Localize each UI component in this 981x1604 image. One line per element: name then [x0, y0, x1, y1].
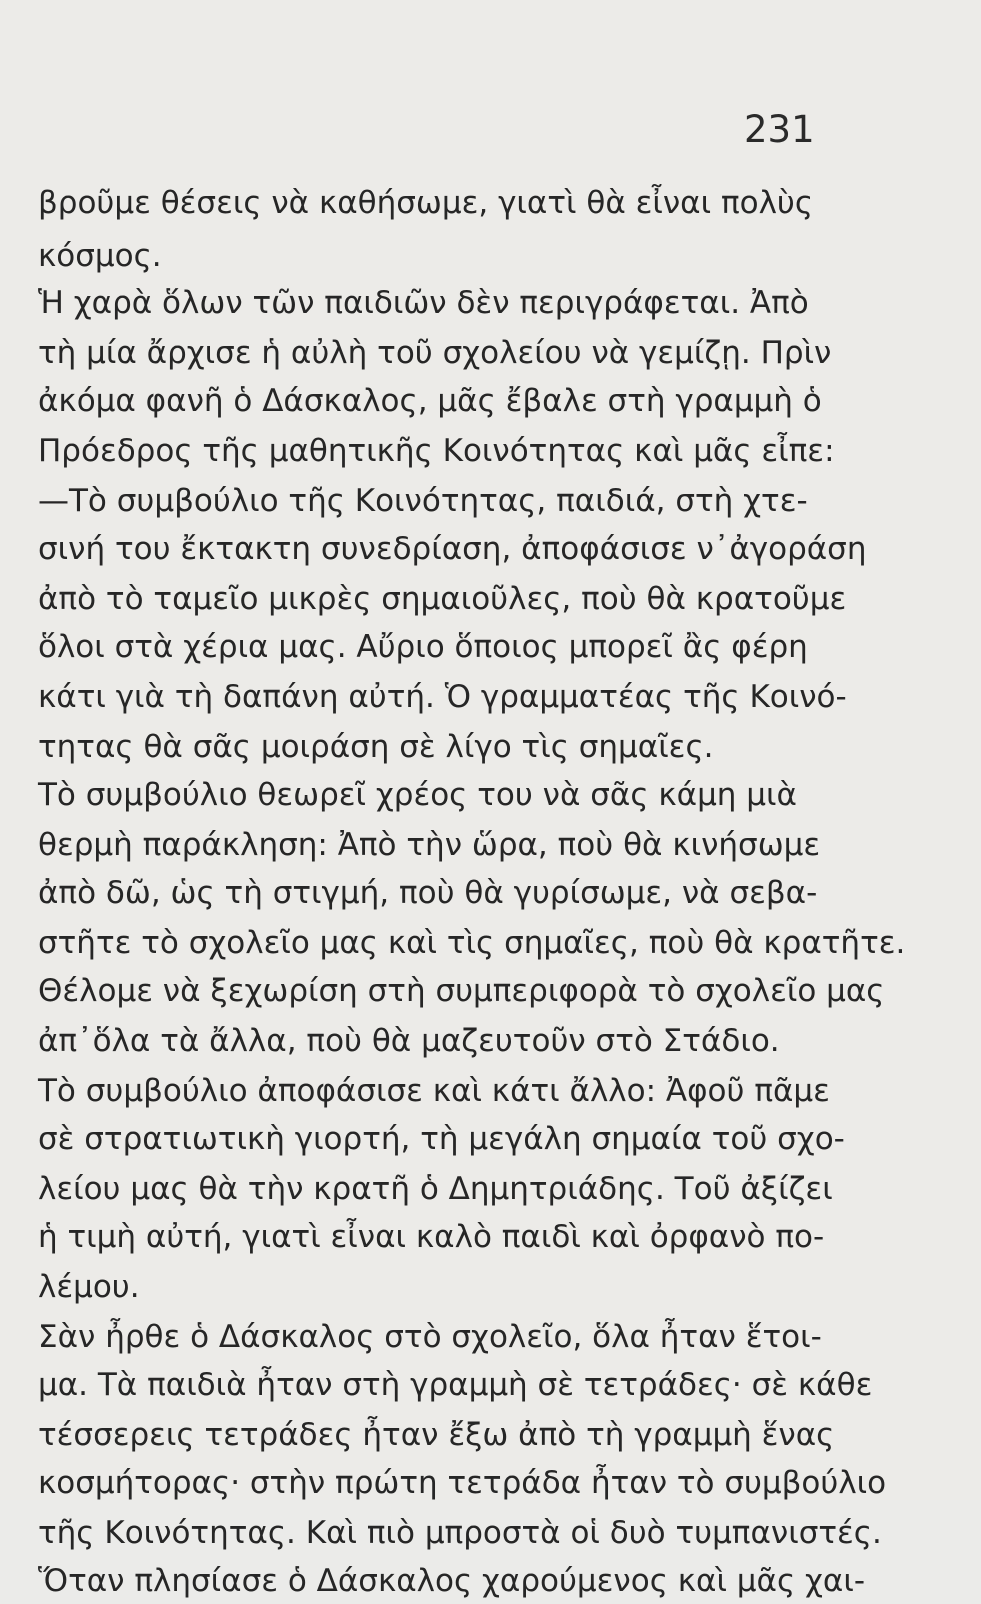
text-line: Τὸ συμβούλιο ἀποφάσισε καὶ κάτι ἄλλο: Ἀφοῦ πᾶμε: [38, 1073, 830, 1109]
text-line: Σὰν ἦρθε ὁ Δάσκαλος στὸ σχολεῖο, ὅλα ἦταν ἕτοι-: [38, 1319, 822, 1355]
text-line: ἀπὸ τὸ ταμεῖο μικρὲς σημαιοῦλες, ποὺ θὰ κρατοῦμε: [38, 581, 847, 617]
text-line: ἀπὸ δῶ, ὡς τὴ στιγμή, ποὺ θὰ γυρίσωμε, νὰ σεβα-: [38, 875, 818, 911]
text-line: μα. Τὰ παιδιὰ ἦταν στὴ γραμμὴ σὲ τετράδες· σὲ κάθε: [38, 1367, 873, 1403]
text-line: Τὸ συμβούλιο θεωρεῖ χρέος του νὰ σᾶς κάμη μιὰ: [38, 777, 797, 813]
text-line: —Τὸ συμβούλιο τῆς Κοινότητας, παιδιά, στὴ χτε-: [38, 483, 808, 519]
text-line: Πρόεδρος τῆς μαθητικῆς Κοινότητας καὶ μᾶς εἶπε:: [38, 433, 835, 469]
text-line: ἡ τιμὴ αὐτή, γιατὶ εἶναι καλὸ παιδὶ καὶ ὀρφανὸ πο-: [38, 1219, 825, 1255]
text-line: κάτι γιὰ τὴ δαπάνη αὐτή. Ὁ γραμματέας τῆς Κοινό-: [38, 679, 847, 715]
text-line: λέμου.: [38, 1269, 140, 1305]
text-line: ἀκόμα φανῆ ὁ Δάσκαλος, μᾶς ἔβαλε στὴ γραμμὴ ὁ: [38, 383, 822, 419]
text-line: βροῦμε θέσεις νὰ καθήσωμε, γιατὶ θὰ εἶναι πολὺς: [38, 185, 814, 221]
text-line: ὅλοι στὰ χέρια μας. Αὔριο ὅποιος μπορεῖ ἂς φέρη: [38, 629, 808, 665]
text-line: σὲ στρατιωτικὴ γιορτή, τὴ μεγάλη σημαία τοῦ σχο-: [38, 1121, 845, 1157]
text-line: τὴ μία ἄρχισε ἡ αὐλὴ τοῦ σχολείου νὰ γεμίζῃ. Πρὶν: [38, 335, 832, 371]
text-line: θερμὴ παράκληση: Ἀπὸ τὴν ὥρα, ποὺ θὰ κινήσωμε: [38, 827, 821, 863]
page-number: 231: [744, 108, 815, 151]
text-line: κόσμος.: [38, 238, 162, 274]
text-line: Θέλομε νὰ ξεχωρίση στὴ συμπεριφορὰ τὸ σχολεῖο μας: [38, 973, 885, 1009]
text-line: Ἡ χαρὰ ὅλων τῶν παιδιῶν δὲν περιγράφεται. Ἀπὸ: [38, 285, 809, 321]
text-line: τητας θὰ σᾶς μοιράση σὲ λίγο τὶς σημαῖες.: [38, 729, 714, 765]
text-line: Ὅταν πλησίασε ὁ Δάσκαλος χαρούμενος καὶ μᾶς χαι-: [38, 1563, 866, 1599]
text-line: στῆτε τὸ σχολεῖο μας καὶ τὶς σημαῖες, ποὺ θὰ κρατῆτε.: [38, 925, 906, 961]
text-line: κοσμήτορας· στὴν πρώτη τετράδα ἦταν τὸ συμβούλιο: [38, 1465, 887, 1501]
text-line: ἀπ᾽ὅλα τὰ ἄλλα, ποὺ θὰ μαζευτοῦν στὸ Στάδιο.: [38, 1023, 780, 1059]
text-line: τέσσερεις τετράδες ἦταν ἔξω ἀπὸ τὴ γραμμὴ ἕνας: [38, 1417, 835, 1453]
text-line: λείου μας θὰ τὴν κρατῆ ὁ Δημητριάδης. Τοῦ ἀξίζει: [38, 1171, 833, 1207]
text-line: τῆς Κοινότητας. Καὶ πιὸ μπροστὰ οἱ δυὸ τυμπανιστές.: [38, 1515, 882, 1551]
text-line: σινή του ἔκτακτη συνεδρίαση, ἀποφάσισε ν᾽ἀγοράση: [38, 531, 867, 567]
